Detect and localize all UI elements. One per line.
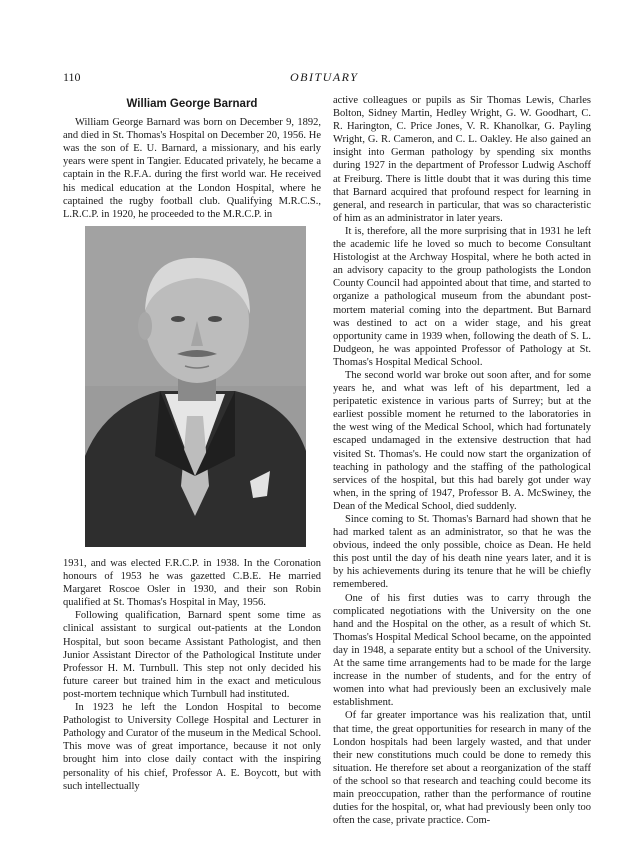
paragraph: 1931, and was elected F.R.C.P. in 1938. In the Coronation honours of 1953 he was gazetted C.B.E. He married Margaret Roscoe Osler in 1930, and their son Robin qualified at St. Thomas's Hospital in May, 1956. <box>63 558 321 609</box>
paragraph: It is, therefore, all the more surprising that in 1931 he left the academic life he loved so much to become Consultant Histologist at the Archway Hospital, where he both acted in an advisory capacity to the group pathologists the London County Council had appointed about that time, and started to organize a pathological museum from the abundant post-mortem material coming into the department. But Barnard was destined to act on a wider stage, and his great opportunity came in 1939 when, following the death of S. L. Dudgeon, he was appointed Professor of Pathology at St. Thomas's Hospital Medical School. <box>333 225 591 368</box>
running-title: OBITUARY <box>290 70 359 84</box>
paragraph: Since coming to St. Thomas's Barnard had shown that he had marked talent as an administrator, so that he was the obvious, indeed the only possible, choice as Dean. He held this post until the day of his death nine years later, and it is by his achievements during its tenure that he will be chiefly remembered. <box>333 514 591 591</box>
page-number: 110 <box>63 70 81 84</box>
column-left-bottom <box>63 557 321 793</box>
paragraph: One of his first duties was to carry through the complicated negotiations with the University on the one hand and the Hospital on the other, as a result of which St. Thomas's Hospital Medical School became, on the appointed day in 1948, a separate entity but a school of the University. At the same time arrangements had to be made for the large increase in the number of students, and for the entry of women into what had previously been an exclusively male establishment. <box>333 592 591 709</box>
portrait-photo-icon <box>85 226 306 547</box>
paragraph: active colleagues or pupils as Sir Thomas Lewis, Charles Bolton, Sidney Martin, Hedley Wright, G. W. Goodhart, C. R. Harington, C. Price Jones, V. R. Khanolkar, G. Payling Wright, G. R. Cameron, and C. L. Oakley. He also gained an insight into German pathology by spending six months during 1927 in the department of Professor Ludwig Aschoff at Freiburg. There is little doubt that it was during this time that Barnard acquired that profound respect for learning in general, and research in particular, that was so characteristic of him as an administrator in later years. <box>333 95 591 224</box>
column-left-top <box>63 98 321 221</box>
column-right <box>333 94 591 827</box>
paragraph: Following qualification, Barnard spent some time as clinical assistant to surgical out-patients at the London Hospital, but soon became Assistant Pathologist, and then Junior Assistant Director of the Pathological Institute under Professor H. M. Turnbull. This step not only decided his future career but trained him in the exact and meticulous post-mortem technique which Turnbull had instituted. <box>63 610 321 700</box>
paragraph: In 1923 he left the London Hospital to become Pathologist to University College Hospital and Lecturer in Pathology and Curator of the museum in the Medical School. This move was of great importance, because it not only brought him into close daily contact with the inspiring personality of his chief, Professor A. E. Boycott, but with such intellectually <box>63 702 321 792</box>
paragraph: Of far greater importance was his realization that, until that time, the great opportunities for research in many of the London hospitals had been largely wasted, and that under their new constitutions much could be done to remedy this situation. He therefore set about a reorganization of the staff of the school so that research and teaching could become its main preoccupation, rather than the performance of routine duties for the hospital, or, what had previously been only too often the case, private practice. Com- <box>333 710 591 827</box>
paragraph: William George Barnard was born on December 9, 1892, and died in St. Thomas's Hospital on December 20, 1956. He was the son of E. U. Barnard, a missionary, and his early years were spent in Tangier. Educated privately, he became a captain in the R.F.A. during the first world war. He received his medical education at the London Hospital, where he captained the rugby football club. Qualifying M.R.C.S., L.R.C.P. in 1920, he proceeded to the M.R.C.P. in <box>63 117 321 220</box>
paragraph: The second world war broke out soon after, and for some years he, and what was left of his department, led a peripatetic existence in various parts of Surrey; but at the earliest possible moment he returned to the laboratories in the west wing of the Medical School, which had fortunately escaped undamaged in the extensive destruction that had visited St. Thomas's. He could now start the organization of teaching in pathology and the staffing of the pathological services of the hospital, but this had barely got under way when, in the spring of 1947, Professor B. A. McSwiney, the Dean of the Medical School, died suddenly. <box>333 369 591 512</box>
article-title: William George Barnard <box>126 98 258 110</box>
portrait-photo <box>85 226 306 547</box>
